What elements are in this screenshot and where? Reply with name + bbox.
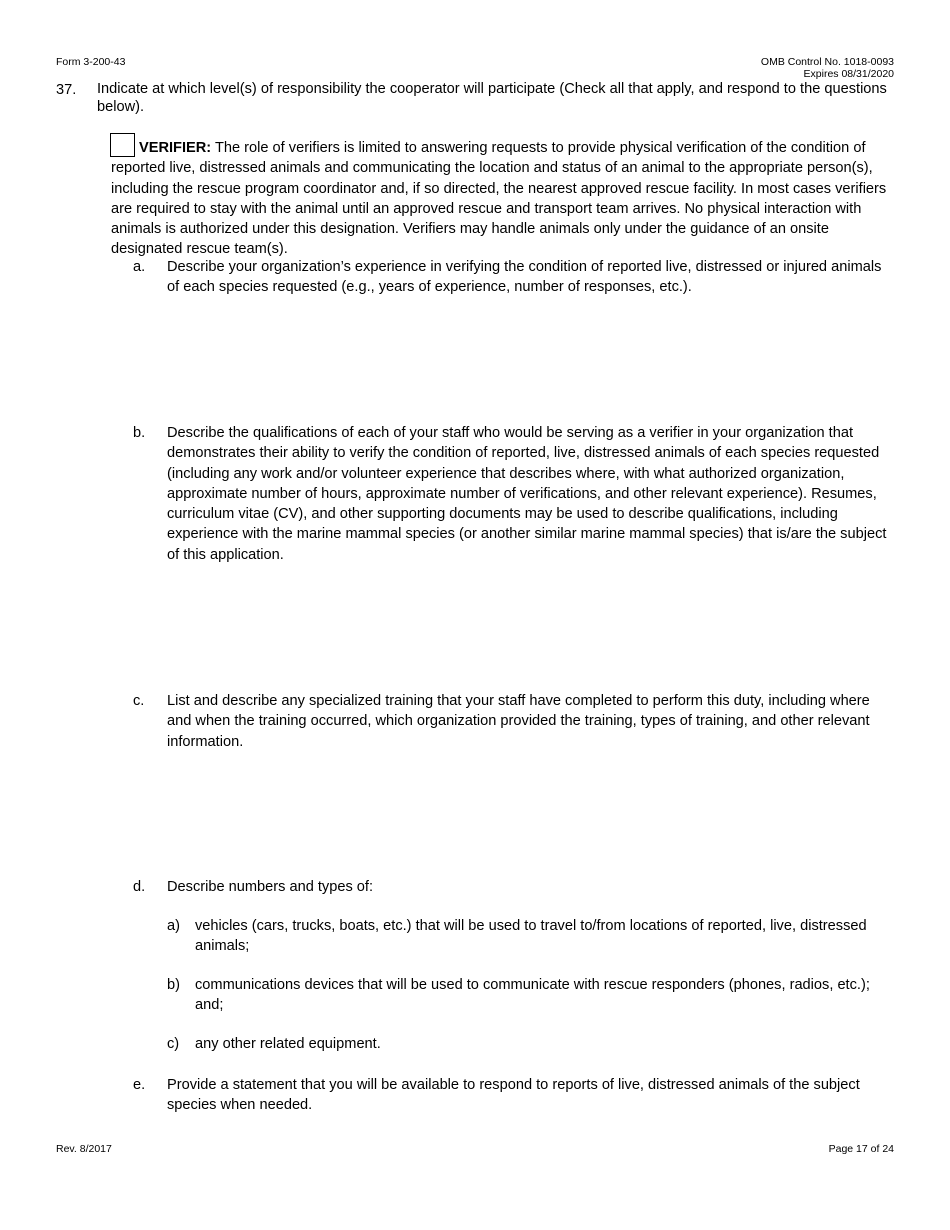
subitem-a-label: a): [167, 918, 180, 934]
item-c-text: List and describe any specialized training that your staff have completed to perform this duty, including where and when the training occurred, which organization provided the training, types of training, and other relevant information.: [167, 693, 870, 750]
item-d-text: Describe numbers and types of:: [167, 879, 374, 895]
item-e-text: Provide a statement that you will be available to respond to reports of live, distressed animals of the subject species when needed.: [167, 1077, 860, 1114]
item-d-label: d.: [133, 879, 146, 895]
subitem-b-text: communications devices that will be used to communicate with rescue responders (phones, radios, etc.); and;: [195, 977, 870, 1014]
item-c-label: c.: [133, 693, 145, 709]
omb-header: [761, 56, 894, 80]
item-b-text: Describe the qualifications of each of your staff who would be serving as a verifier in your organization that demonstrates their ability to verify the condition of reported, live, distressed animals of each species requested (including any work and/or volunteer experience that describes where, with what authorized organization, approximate number of hours, approximate number of verifications, and other relevant experience). Resumes, curriculum vitae (CV), and other supporting documents may be used to describe qualifications, including experience with the marine mammal species (or another similar marine mammal species) that is/are the subject of this application.: [167, 425, 887, 563]
item-e-label: e.: [133, 1077, 146, 1093]
question-number: 37.: [56, 82, 77, 98]
page-number: Page 17 of 24: [828, 1143, 894, 1155]
question-text: Indicate at which level(s) of responsibility the cooperator will participate (Check all that apply, and respond to the questions below).: [97, 81, 887, 115]
item-b-label: b.: [133, 425, 146, 441]
omb-control-number: OMB Control No. 1018-0093: [760, 56, 894, 68]
item-a-text: Describe your organization’s experience in verifying the condition of reported live, distressed or injured animals of each species requested (e.g., years of experience, number of responses, etc.).: [167, 259, 882, 296]
subitem-a-text: vehicles (cars, trucks, boats, etc.) that will be used to travel to/from locations of reported, live, distressed animals;: [195, 918, 867, 955]
form-number: Form 3-200-43: [56, 56, 126, 68]
verifier-title: VERIFIER:: [139, 140, 212, 156]
subitem-b-label: b): [167, 977, 180, 993]
item-a-label: a.: [133, 259, 146, 275]
verifier-description: The role of verifiers is limited to answering requests to provide physical verification of the condition of reported live, distressed animals and communicating the location and status of an animal to the appropriate person(s), including the rescue program coordinator and, if so directed, the nearest approved rescue facility. In most cases verifiers are required to stay with the animal until an approved rescue and transport team arrives. No physical interaction with animals is authorized under this designation. Verifiers may handle animals only under the guidance of an onsite designated rescue team(s).: [111, 140, 887, 258]
verifier-checkbox[interactable]: [110, 133, 135, 157]
subitem-c-label: c): [167, 1036, 180, 1052]
verifier-section: [111, 133, 891, 260]
expiration-date: Expires 08/31/2020: [803, 68, 894, 80]
revision-date: Rev. 8/2017: [56, 1143, 112, 1155]
subitem-c-text: any other related equipment.: [195, 1036, 381, 1052]
